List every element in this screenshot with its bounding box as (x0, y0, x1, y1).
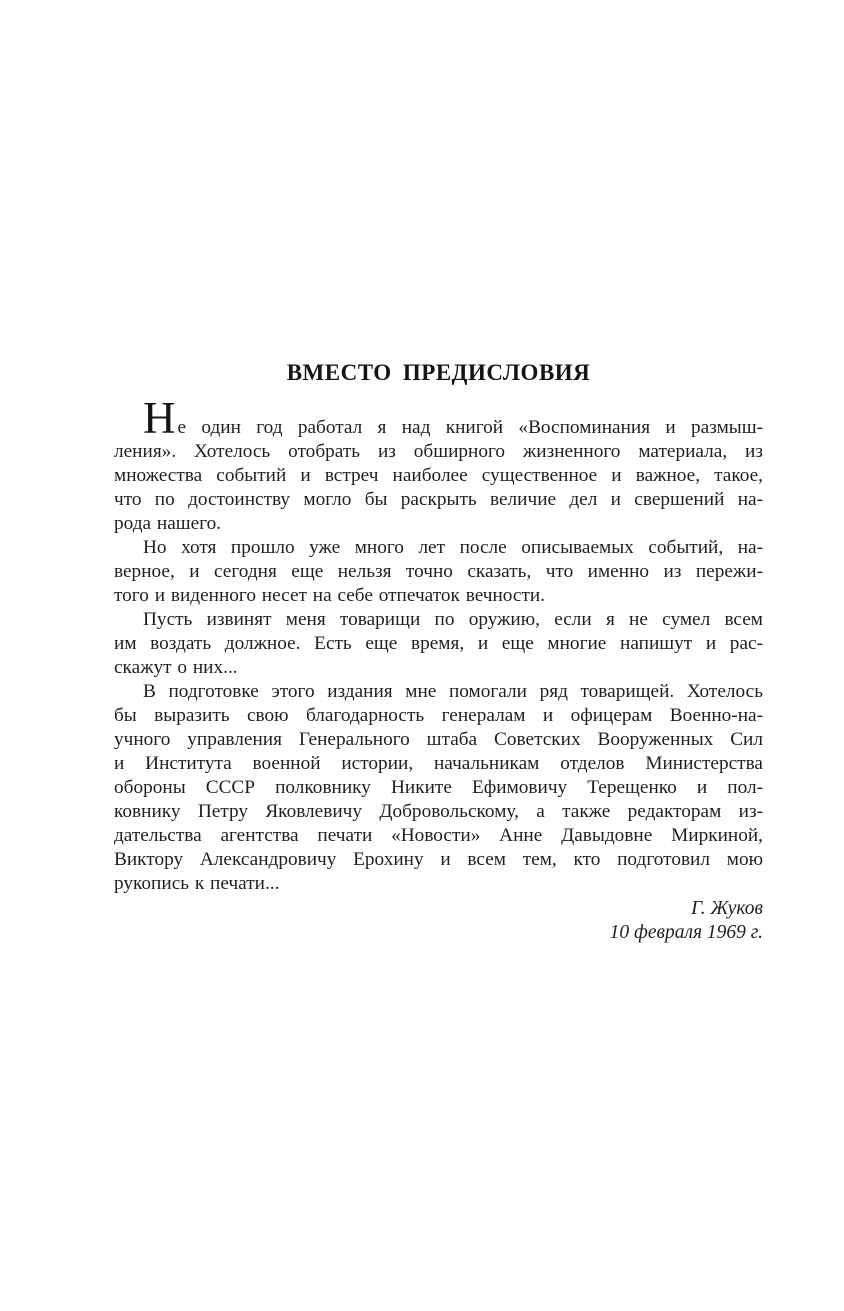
text-line: что по достоинству могло бы раскрыть величие дел и свершений на- (114, 489, 763, 510)
text-line: множества событий и встреч наиболее существенное и важное, такое, (114, 465, 763, 486)
text-line: Пусть извинят меня товарищи по оружию, если я не сумел всем (143, 609, 763, 630)
signature-block (114, 897, 763, 945)
text-line: ковнику Петру Яковлевичу Добровольскому, а также редакторам из- (114, 801, 763, 822)
text-line: верное, и сегодня еще нельзя точно сказать, что именно из пережи- (114, 561, 763, 582)
text-line: обороны СССР полковнику Никите Ефимовичу Терещенко и пол- (114, 777, 763, 798)
paragraph (114, 680, 763, 896)
paragraph (114, 536, 763, 608)
text-line: им воздать должное. Есть еще время, и еще многие напишут и рас- (114, 633, 763, 654)
signature-date: 10 февраля 1969 г. (609, 922, 763, 943)
text-line: скажут о них... (114, 657, 238, 678)
text-line: ления». Хотелось отобрать из обширного жизненного материала, из (114, 441, 763, 462)
preface-content (114, 361, 763, 945)
text-line: Не один год работал я над книгой «Воспоминания и размыш- (143, 393, 763, 443)
initial-capital: Н (143, 393, 176, 443)
text-line: бы выразить свою благодарность генералам и офицерам Военно-на- (114, 705, 763, 726)
text-line: того и виденного несет на себе отпечаток вечности. (114, 585, 546, 606)
text-line: рода нашего. (114, 513, 222, 534)
page-title: ВМЕСТО ПРЕДИСЛОВИЯ (286, 360, 591, 385)
preface-paragraphs (114, 393, 763, 896)
text-line: рукопись к печати... (114, 873, 280, 894)
paragraph (114, 393, 763, 536)
text-line: Но хотя прошло уже много лет после описываемых событий, на- (143, 537, 763, 558)
text-line: Виктору Александровичу Ерохину и всем тем, кто подготовил мою (114, 849, 763, 870)
text-line: и Института военной истории, начальникам отделов Министерства (114, 753, 763, 774)
paragraph (114, 608, 763, 680)
text-line: дательства агентства печати «Новости» Анне Давыдовне Миркиной, (114, 825, 763, 846)
signature-name: Г. Жуков (691, 898, 763, 919)
text-line: учного управления Генерального штаба Советских Вооруженных Сил (114, 729, 763, 750)
text-line: В подготовке этого издания мне помогали ряд товарищей. Хотелось (143, 681, 763, 702)
